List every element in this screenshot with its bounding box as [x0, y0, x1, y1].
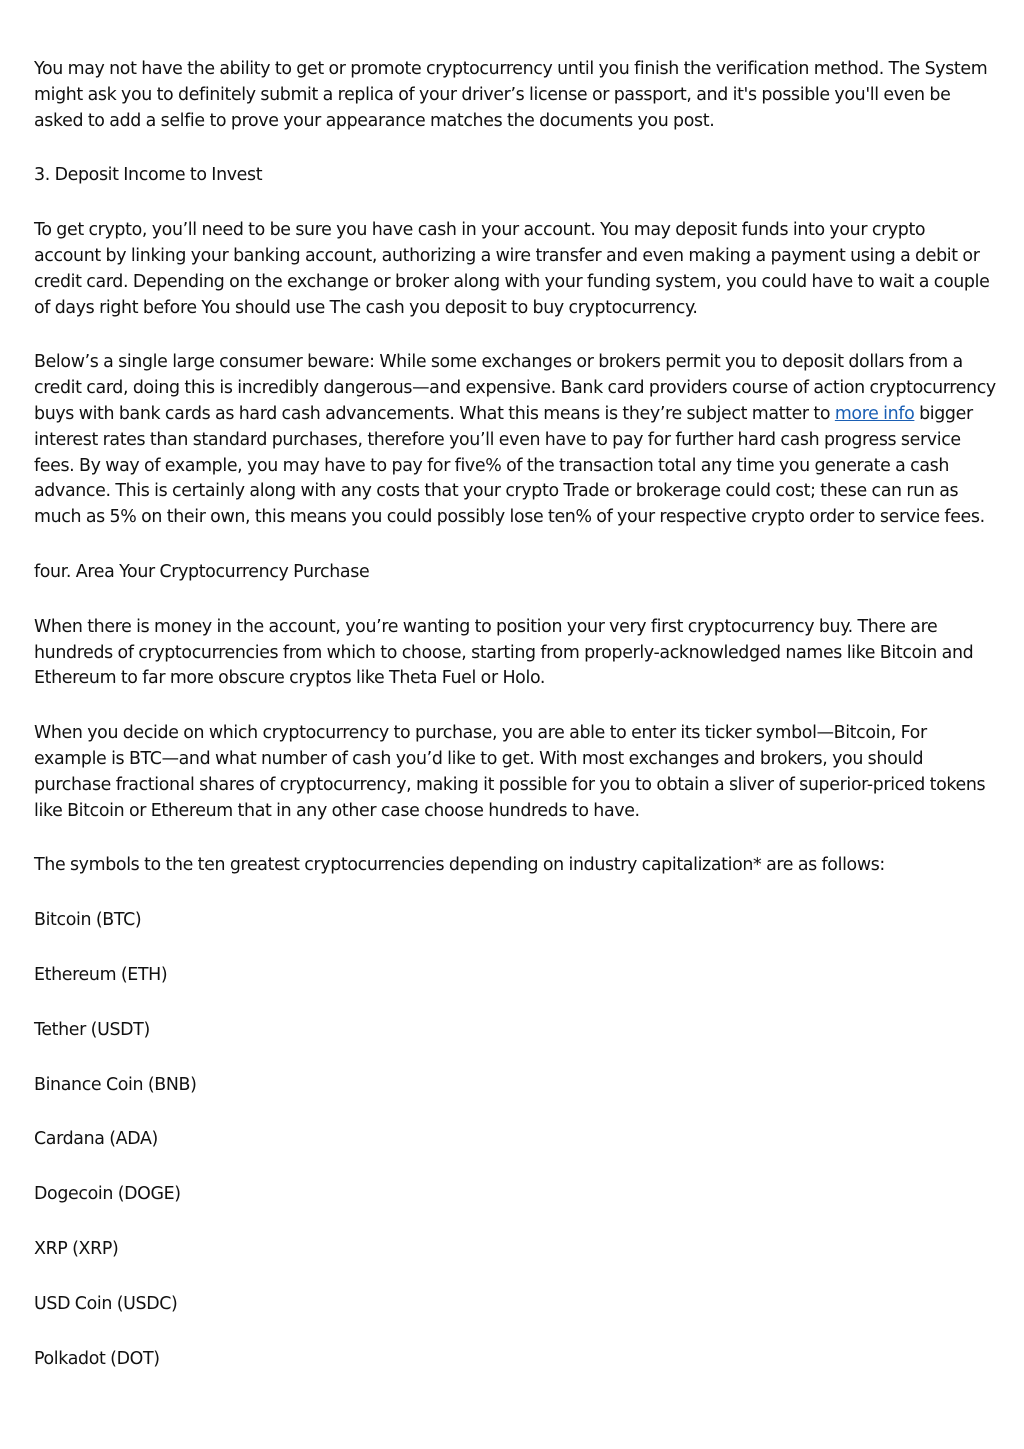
paragraph-credit-card-warning: [34, 350, 996, 531]
coin-item-dot: Polkadot (DOT): [34, 1348, 160, 1369]
warning-text-after-link: bigger interest rates than standard purchases, therefore you’ll even have to pay for further hard cash progress service fees. By way of example, you may have to pay for five% of the transaction total any time you generate a cash advance. This is certainly along with any costs that your crypto Trade or brokerage could cost; these can run as much as 5% on their own, this means you could possibly lose ten% of your respective crypto order to service fees.: [34, 403, 985, 528]
section-heading-purchase: four. Area Your Cryptocurrency Purchase: [34, 561, 370, 582]
document-page: [34, 57, 996, 1401]
coin-item-btc: Bitcoin (BTC): [34, 910, 142, 931]
paragraph-deposit-funds: To get crypto, you’ll need to be sure you have cash in your account. You may deposit funds into your crypto account by linking your banking account, authorizing a wire transfer and even making a payment using a debit or credit card. Depending on the exchange or broker along with your funding system, you could have to wait a couple of days right before You should use The cash you deposit to buy cryptocurrency.: [34, 220, 990, 318]
coin-list: [34, 908, 996, 1372]
paragraph-top-ten-intro: The symbols to the ten greatest cryptocurrencies depending on industry capitalization* are as follows:: [34, 855, 885, 876]
coin-item-eth: Ethereum (ETH): [34, 964, 168, 985]
warning-text-before-link: Below’s a single large consumer beware: While some exchanges or brokers permit you to deposit dollars from a credit card, doing this is incredibly dangerous—and expensive. Bank card providers course of action cryptocurrency buys with bank cards as hard cash advancements. What this means is they’re subject matter to: [34, 352, 996, 424]
coin-item-xrp: XRP (XRP): [34, 1238, 119, 1259]
coin-item-bnb: Binance Coin (BNB): [34, 1074, 197, 1095]
coin-item-doge: Dogecoin (DOGE): [34, 1184, 181, 1205]
paragraph-verification: You may not have the ability to get or promote cryptocurrency until you finish the verification method. The System might ask you to definitely submit a replica of your driver’s license or passport, and it's possible you'll even be asked to add a selfie to prove your appearance matches the documents you post.: [34, 59, 988, 131]
more-info-link[interactable]: more info: [834, 403, 915, 424]
paragraph-ticker-symbol: When you decide on which cryptocurrency to purchase, you are able to enter its ticker symbol—Bitcoin, For example is BTC—and what number of cash you’d like to get. With most exchanges and brokers, you should purchase fractional shares of cryptocurrency, making it possible for you to obtain a sliver of superior-priced tokens like Bitcoin or Ethereum that in any other case choose hundreds to have.: [34, 723, 986, 821]
coin-item-usdt: Tether (USDT): [34, 1019, 150, 1040]
coin-item-ada: Cardana (ADA): [34, 1129, 158, 1150]
paragraph-first-purchase: When there is money in the account, you’re wanting to position your very first cryptocurrency buy. There are hundreds of cryptocurrencies from which to choose, starting from properly-acknowledged names like Bitcoin and Ethereum to far more obscure cryptos like Theta Fuel or Holo.: [34, 616, 974, 689]
section-heading-deposit: 3. Deposit Income to Invest: [34, 165, 263, 186]
coin-item-usdc: USD Coin (USDC): [34, 1293, 178, 1314]
